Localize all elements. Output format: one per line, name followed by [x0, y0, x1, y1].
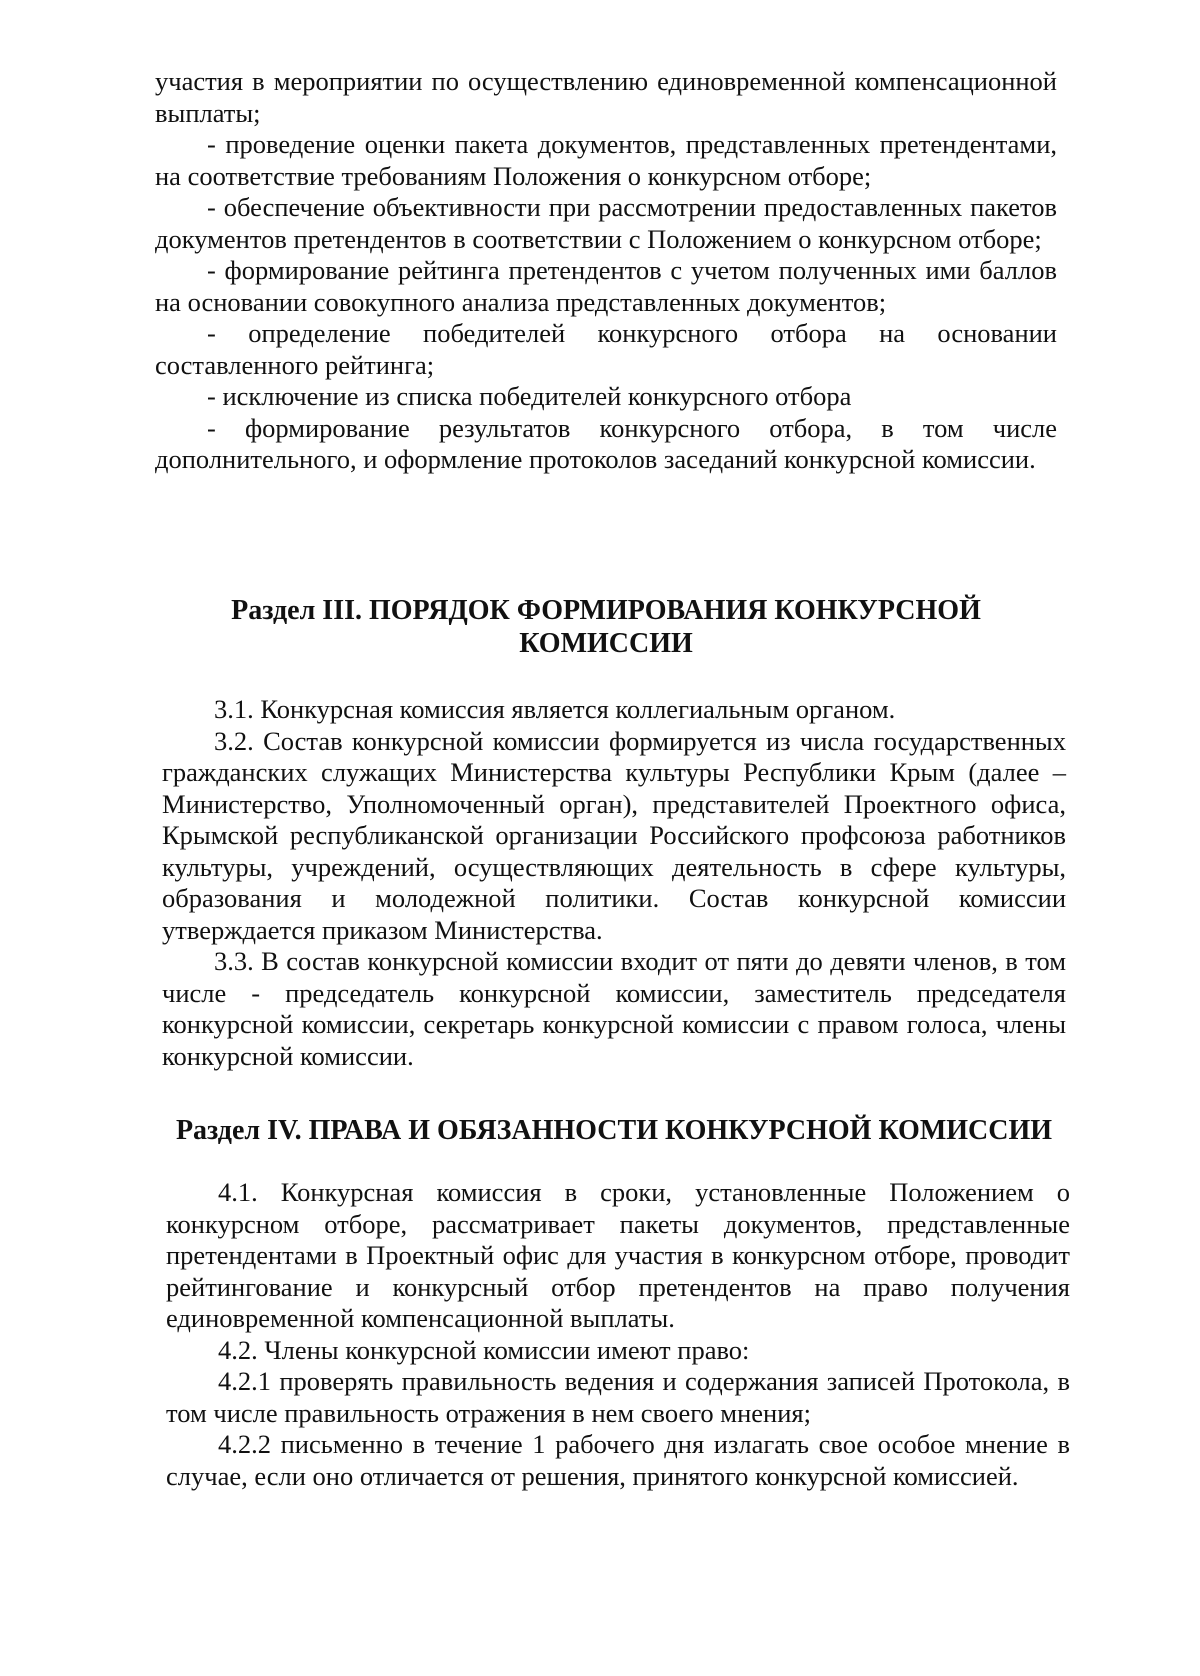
paragraph-4-2-1: 4.2.1 проверять правильность ведения и содержания записей Протокола, в том числе правильность отражения в нем своего мнения;: [166, 1366, 1070, 1428]
section3-heading-line2: КОМИССИИ: [519, 628, 693, 659]
list-item: - формирование рейтинга претендентов с учетом полученных ими баллов на основании совокупного анализа представленных документов;: [155, 255, 1057, 317]
paragraph-4-1: 4.1. Конкурсная комиссия в сроки, установленные Положением о конкурсном отборе, рассматривает пакеты документов, представленные претендентами в Проектный офис для участия в конкурсном отборе, проводит рейтингование и конкурсный отбор претендентов на право получения единовременной компенсационной выплаты.: [166, 1177, 1070, 1333]
list-item: - исключение из списка победителей конкурсного отбора: [207, 381, 852, 411]
paragraph-4-2-2: 4.2.2 письменно в течение 1 рабочего дня излагать свое особое мнение в случае, если оно отличается от решения, принятого конкурсной комиссией.: [166, 1429, 1070, 1491]
section3-body: [162, 694, 1066, 1072]
section3-heading: [155, 594, 1057, 660]
list-item: - формирование результатов конкурсного отбора, в том числе дополнительного, и оформление протоколов заседаний конкурсной комиссии.: [155, 412, 1057, 474]
list-item: - проведение оценки пакета документов, представленных претендентами, на соответствие требованиям Положения о конкурсном отборе;: [155, 129, 1057, 191]
section3-heading-line1: Раздел III. ПОРЯДОК ФОРМИРОВАНИЯ КОНКУРСНОЙ: [231, 595, 981, 626]
section4-heading: Раздел IV. ПРАВА И ОБЯЗАННОСТИ КОНКУРСНОЙ КОМИССИИ: [175, 1115, 1053, 1146]
paragraph-3-2: 3.2. Состав конкурсной комиссии формируется из числа государственных гражданских служащих Министерства культуры Республики Крым (далее – Министерство, Уполномоченный орган), представителей Проектного офиса, Крымской республиканской организации Российского профсоюза работников культуры, учреждений, осуществляющих деятельность в сфере культуры, образования и молодежной политики. Состав конкурсной комиссии утверждается приказом Министерства.: [162, 725, 1066, 945]
section4-body: [166, 1177, 1070, 1492]
paragraph-3-1: 3.1. Конкурсная комиссия является коллегиальным органом.: [214, 694, 896, 724]
list-item: участия в мероприятии по осуществлению единовременной компенсационной выплаты;: [155, 66, 1057, 128]
section2-duties-list: [155, 66, 1057, 476]
list-item: - обеспечение объективности при рассмотрении предоставленных пакетов документов претендентов в соответствии с Положением о конкурсном отборе;: [155, 192, 1057, 254]
paragraph-4-2: 4.2. Члены конкурсной комиссии имеют право:: [218, 1334, 750, 1365]
list-item: - определение победителей конкурсного отбора на основании составленного рейтинга;: [155, 318, 1057, 380]
paragraph-3-3: 3.3. В состав конкурсной комиссии входит от пяти до девяти членов, в том числе - председатель конкурсной комиссии, заместитель председателя конкурсной комиссии, секретарь конкурсной комиссии с правом голоса, члены конкурсной комиссии.: [162, 946, 1066, 1071]
